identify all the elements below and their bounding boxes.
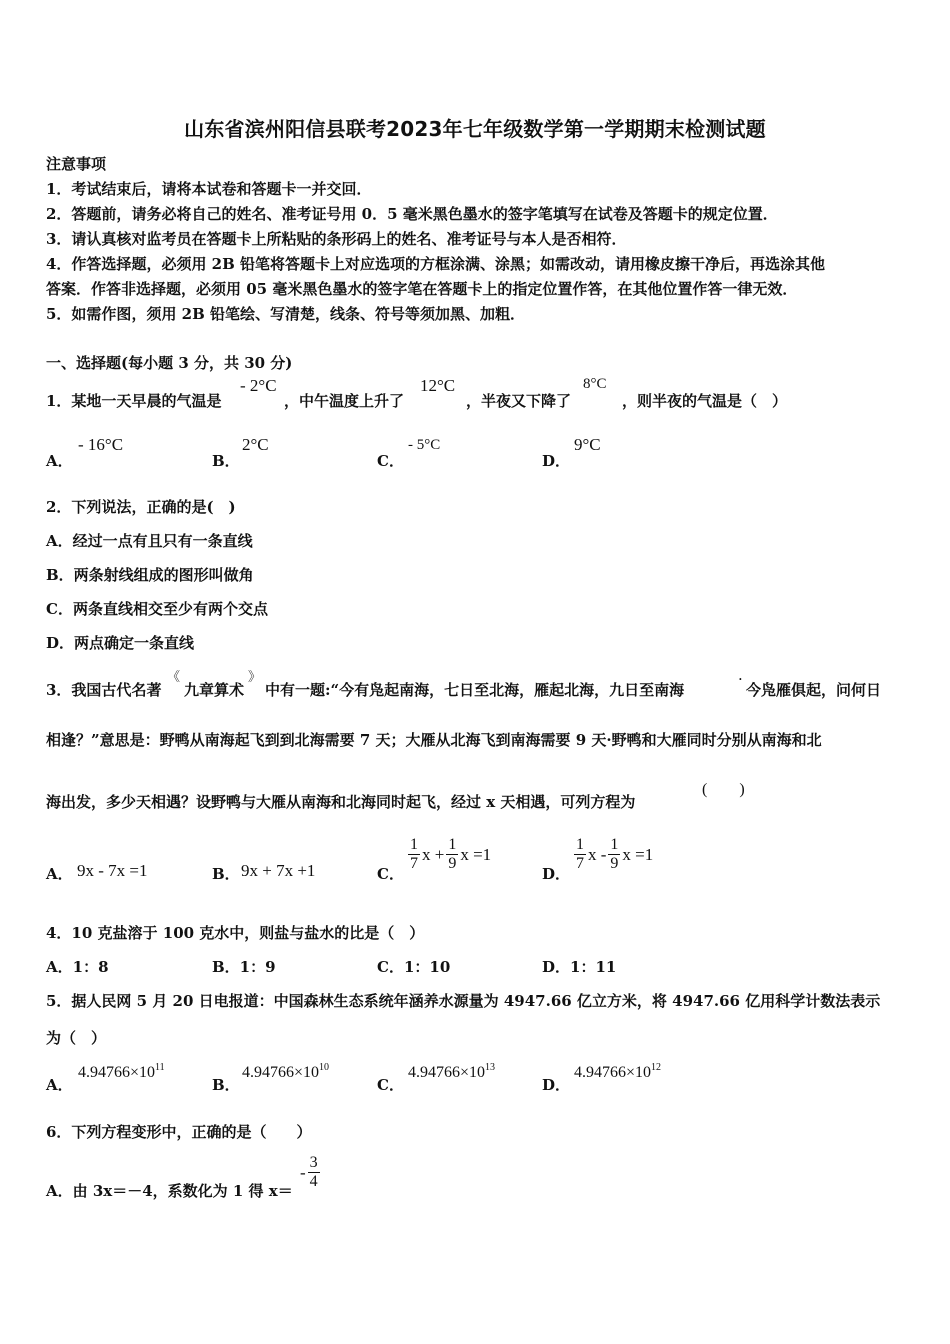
q1-text-3: ，半夜又下降了 [466,392,572,410]
q5-option-c-value: $4.94766\times 10^{13}$ [408,1062,496,1081]
q2-option-a: A．经过一点有且只有一条直线 [46,532,253,550]
q3-option-b-label: B． [212,865,240,883]
q3-text-1b: 中有一题:“今有凫起南海，七日至北海，雁起北海，九日至南海 [265,681,685,699]
q5-stem-line2: 为（ ） [46,1029,107,1047]
q5-option-a-label: A． [46,1076,73,1094]
q6-option-a: A．由 3x＝－4，系数化为 1 得 x＝ [46,1182,293,1200]
page-title: 山东省滨州阳信县联考2023年七年级数学第一学期期末检测试题 [184,117,766,141]
notice-heading: 注意事项 [46,155,107,173]
notice-item: 1．考试结束后，请将本试卷和答题卡一并交回． [46,180,372,198]
q3-option-c-label: C． [377,865,404,883]
q1-rise-temp: 12°C [420,376,456,395]
fraction: $\frac{1}{7}$ [576,836,584,872]
q3-dot: · [738,670,743,688]
q1-option-d-value: 9°C [574,435,601,454]
q1-text-4: ，则半夜的气温是（ ） [622,392,788,410]
q3-text-2: 相逢？”意思是：野鸭从南海起飞到到北海需要 7 天；大雁从北海飞到南海需要 9 天·野鸭和大雁同时分别从南海和北 [46,731,822,749]
q1-option-a-label: A． [46,452,73,470]
q3-text-3: 海出发，多少天相遇？设野鸭与大雁从南海和北海同时起飞，经过 x 天相遇，可列方程为 [46,793,636,811]
q1-option-b-label: B． [212,452,240,470]
q5-option-d-value: $4.94766\times 10^{12}$ [574,1062,662,1081]
notice-item: 答案．作答非选择题，必须用 05 毫米黑色墨水的签字笔在答题卡上的指定位置作答，在其他位置作答一律无效． [46,280,798,298]
q3-option-d-equation: $\frac{1}{7}$ x - $\frac{1}{9}$ x =1 [576,836,654,872]
q2-stem: 2．下列说法，正确的是( ) [46,498,236,516]
q1-text-1: 1．某地一天早晨的气温是 [46,392,222,410]
q4-option-b: B．1：9 [212,958,276,976]
fraction: $\frac{3}{4}$ [309,1154,318,1190]
q3-answer-paren: ( ) [702,781,745,798]
section-heading: 一、选择题(每小题 3 分，共 30 分) [46,354,293,372]
q3-option-c-equation: $\frac{1}{7}$ x + $\frac{1}{9}$ x =1 [410,836,492,872]
q3-text-1a: 3．我国古代名著 [46,681,162,699]
notice-item: 3．请认真核对监考员在答题卡上所粘贴的条形码上的姓名、准考证号与本人是否相符． [46,230,627,248]
notice-item: 4．作答选择题，必须用 2B 铅笔将答题卡上对应选项的方框涂满、涂黑；如需改动，请用橡皮擦干净后，再选涂其他 [46,255,826,273]
q5-stem-line1: 5．据人民网 5 月 20 日电报道：中国森林生态系统年涵养水源量为 4947.66 亿立方米，将 4947.66 亿用科学计数法表示 [46,992,881,1010]
notice-item: 5．如需作图，须用 2B 铅笔绘、写清楚，线条、符号等须加黑、加粗． [46,305,525,323]
q2-option-d: D．两点确定一条直线 [46,634,195,652]
fraction: $\frac{1}{9}$ [448,836,457,872]
q4-option-c: C．1：10 [377,958,451,976]
notice-item: 2．答题前，请务必将自己的姓名、准考证号用 0．5 毫米黑色墨水的签字笔填写在试卷及答题卡的规定位置． [46,205,778,223]
q1-text-2: ，中午温度上升了 [284,392,405,410]
q3-book-open: 《 [167,670,181,685]
q3-option-d-label: D． [542,865,571,883]
q1-option-d-label: D． [542,452,571,470]
q2-option-b: B．两条射线组成的图形叫做角 [46,566,254,584]
q1-option-c-value: - 5°C [408,437,441,453]
q1-option-b-value: 2°C [242,435,269,454]
q3-option-b-value: 9x + 7x +1 [241,861,316,880]
q3-text-1c: 今凫雁俱起，问何日 [746,681,882,699]
q3-option-a-value: 9x - 7x =1 [77,861,148,880]
q1-morning-temp: - 2°C [240,376,277,395]
fraction: $\frac{1}{7}$ [410,836,418,872]
q5-option-b-label: B． [212,1076,240,1094]
q5-option-d-label: D． [542,1076,571,1094]
q1-drop-temp: 8°C [583,376,607,392]
q4-stem: 4．10 克盐溶于 100 克水中，则盐与盐水的比是（ ） [46,924,425,942]
q3-option-a-label: A． [46,865,73,883]
q4-option-a: A．1：8 [46,958,109,976]
q6-option-a-fraction: - $\frac{3}{4}$ [300,1154,318,1190]
q1-option-c-label: C． [377,452,404,470]
q2-option-c: C．两条直线相交至少有两个交点 [46,600,268,618]
q5-option-c-label: C． [377,1076,404,1094]
q1-option-a-value: - 16°C [78,435,124,454]
q5-option-a-value: $4.94766\times 10^{11}$ [78,1062,165,1081]
fraction: $\frac{1}{9}$ [610,836,619,872]
q4-option-d: D．1：11 [542,958,617,976]
q6-stem: 6．下列方程变形中，正确的是（ ） [46,1123,312,1141]
q5-option-b-value: $4.94766\times 10^{10}$ [242,1062,330,1081]
q3-book-name: 九章算术 [184,681,245,699]
q3-book-close: 》 [248,670,262,685]
